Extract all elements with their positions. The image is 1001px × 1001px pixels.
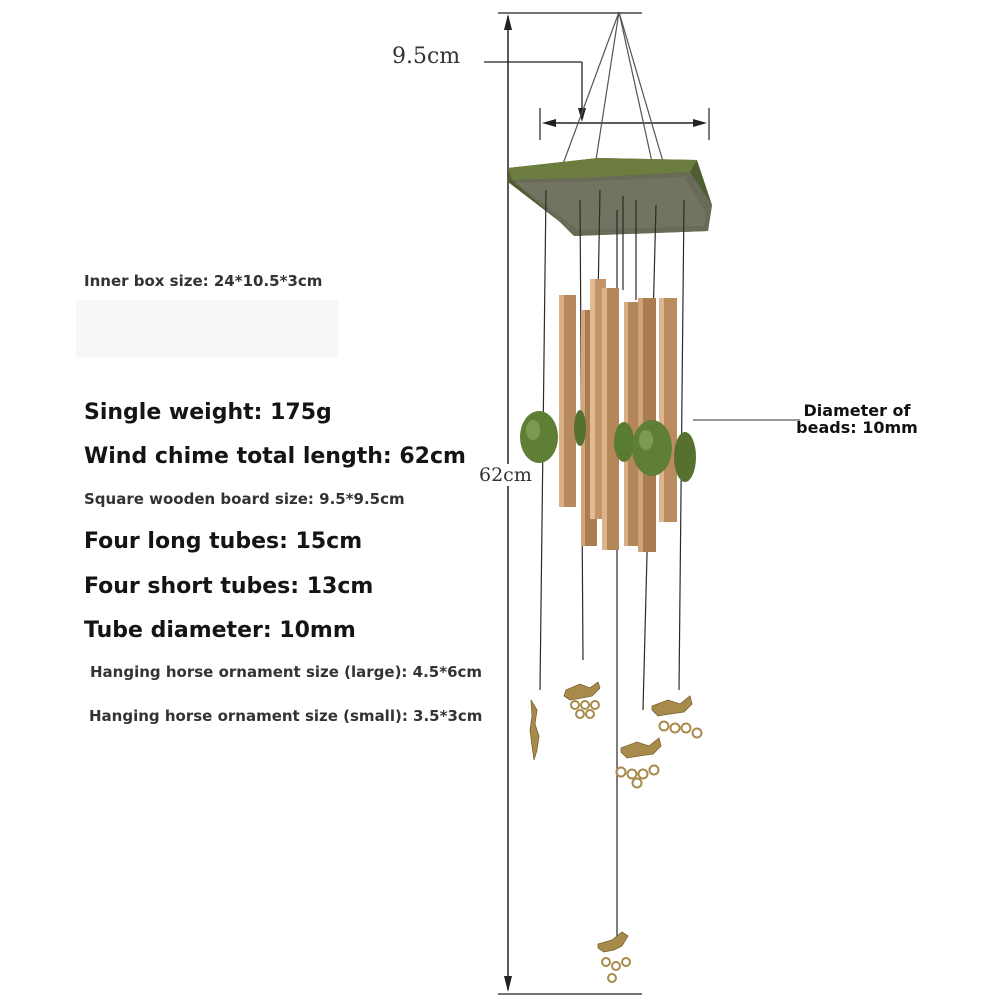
spec-board-size: Square wooden board size: 9.5*9.5cm [84, 490, 405, 508]
bead [674, 432, 696, 482]
bead-label-line2: beads: 10mm [796, 418, 918, 437]
bead [520, 411, 558, 463]
horse-ornament-large [617, 738, 662, 788]
height-dimension-label: 62cm [479, 464, 532, 486]
bead [632, 420, 672, 476]
horse-ornament-large [564, 682, 600, 718]
spec-total-length: Wind chime total length: 62cm [84, 444, 466, 469]
wooden-board [508, 158, 712, 236]
hanging-strings [563, 12, 664, 165]
horse-ornaments [530, 682, 702, 982]
height-arrow-up [504, 14, 512, 30]
horse-ornament-large [652, 696, 702, 738]
spec-long-tubes: Four long tubes: 15cm [84, 529, 363, 554]
height-arrow-down [504, 976, 512, 992]
bead [614, 422, 634, 462]
spec-tube-diameter: Tube diameter: 10mm [84, 618, 356, 643]
spec-single-weight: Single weight: 175g [84, 400, 332, 425]
spec-horse-large: Hanging horse ornament size (large): 4.5*6cm [90, 663, 483, 681]
spec-horse-small: Hanging horse ornament size (small): 3.5*3cm [89, 707, 483, 725]
horse-ornament-small [598, 932, 630, 982]
spec-inner-box-size: Inner box size: 24*10.5*3cm [84, 272, 323, 290]
width-dimension-label: 9.5cm [392, 44, 461, 69]
horse-ornament-small [530, 700, 539, 760]
spec-short-tubes: Four short tubes: 13cm [84, 574, 374, 599]
bead-diameter-label [782, 402, 932, 436]
bead-label-line1: Diameter of [803, 401, 911, 420]
